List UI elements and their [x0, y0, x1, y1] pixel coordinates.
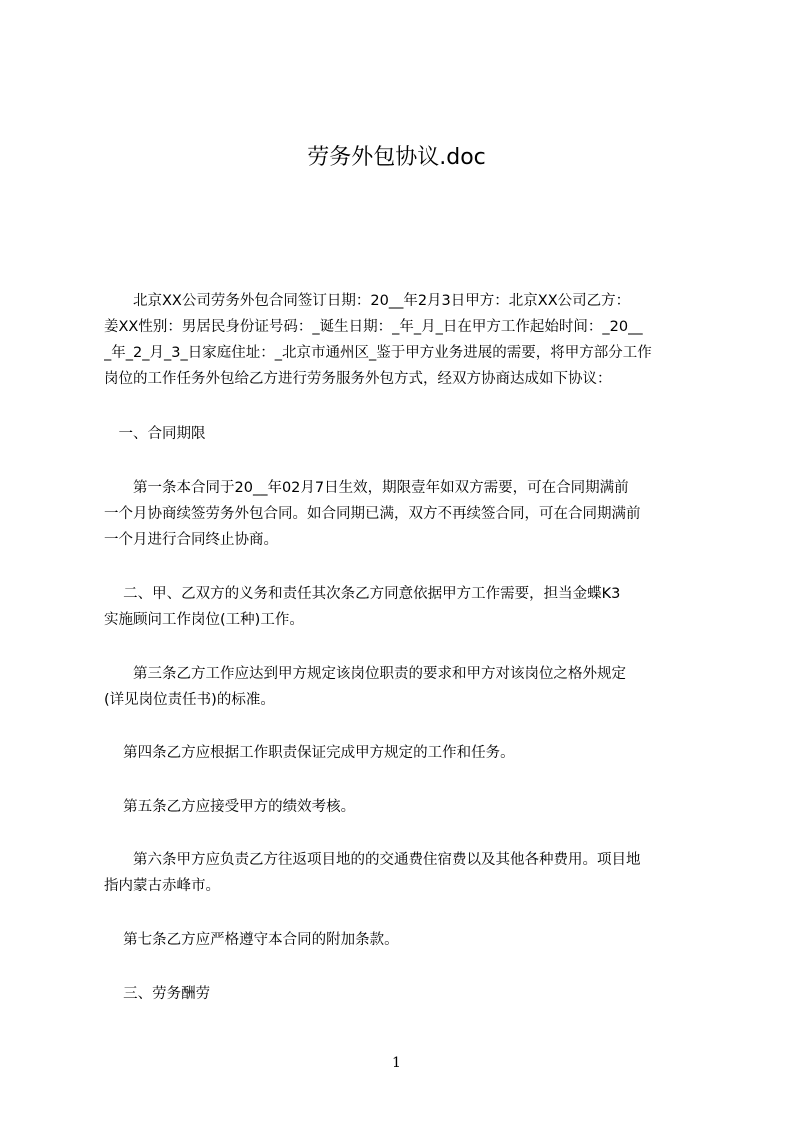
page-number: 1: [392, 1055, 401, 1071]
section-heading-term: [104, 421, 700, 447]
text-line: 北京XX公司劳务外包合同签订日期：20__年2月3日甲方：北京XX公司乙方：: [104, 293, 631, 309]
text-line: 第六条甲方应负责乙方往返项目地的的交通费住宿费以及其他各种费用。项目地: [104, 852, 641, 868]
text-line: 第三条乙方工作应达到甲方规定该岗位职责的要求和甲方对该岗位之格外规定: [104, 666, 626, 682]
text-line: (详见岗位责任书)的标准。: [104, 692, 275, 708]
text-line: 一个月协商续签劳务外包合同。如合同期已满，双方不再续签合同，可在合同期满前: [104, 506, 641, 522]
document-title: 劳务外包协议.doc: [307, 145, 486, 170]
section-heading-remuneration: [104, 981, 700, 1007]
text-line: 实施顾问工作岗位(工种)工作。: [104, 612, 304, 628]
text-line: _年_2_月_3_日家庭住址：_北京市通州区_鉴于甲方业务进展的需要，将甲方部分工作: [104, 345, 652, 361]
text-line: 岗位的工作任务外包给乙方进行劳务服务外包方式，经双方协商达成如下协议：: [104, 371, 612, 387]
article-3-paragraph: [104, 661, 700, 713]
intro-paragraph: [104, 288, 700, 392]
article-7-paragraph: [104, 927, 700, 953]
text-line: 第七条乙方应严格遵守本合同的附加条款。: [104, 932, 399, 948]
text-line: 二、甲、乙双方的义务和责任其次条乙方同意依据甲方工作需要，担当金蝶K3: [104, 586, 621, 602]
text-line: 指内蒙古赤峰市。: [104, 878, 220, 894]
article-4-paragraph: [104, 740, 700, 766]
text-line: 一个月进行合同终止协商。: [104, 532, 278, 548]
article-5-paragraph: [104, 794, 700, 820]
article-1-paragraph: [104, 475, 700, 553]
text-line: 三、劳务酬劳: [104, 986, 211, 1002]
article-6-paragraph: [104, 847, 700, 899]
text-line: 第一条本合同于20__年02月7日生效，期限壹年如双方需要，可在合同期满前: [104, 480, 629, 496]
text-line: 姜XX性别：男居民身份证号码：_诞生日期：_年_月_日在甲方工作起始时间：_20__: [104, 319, 643, 335]
text-line: 一、合同期限: [104, 426, 206, 442]
text-line: 第五条乙方应接受甲方的绩效考核。: [104, 799, 356, 815]
text-line: 第四条乙方应根据工作职责保证完成甲方规定的工作和任务。: [104, 745, 515, 761]
section-heading-duties: [104, 581, 700, 633]
